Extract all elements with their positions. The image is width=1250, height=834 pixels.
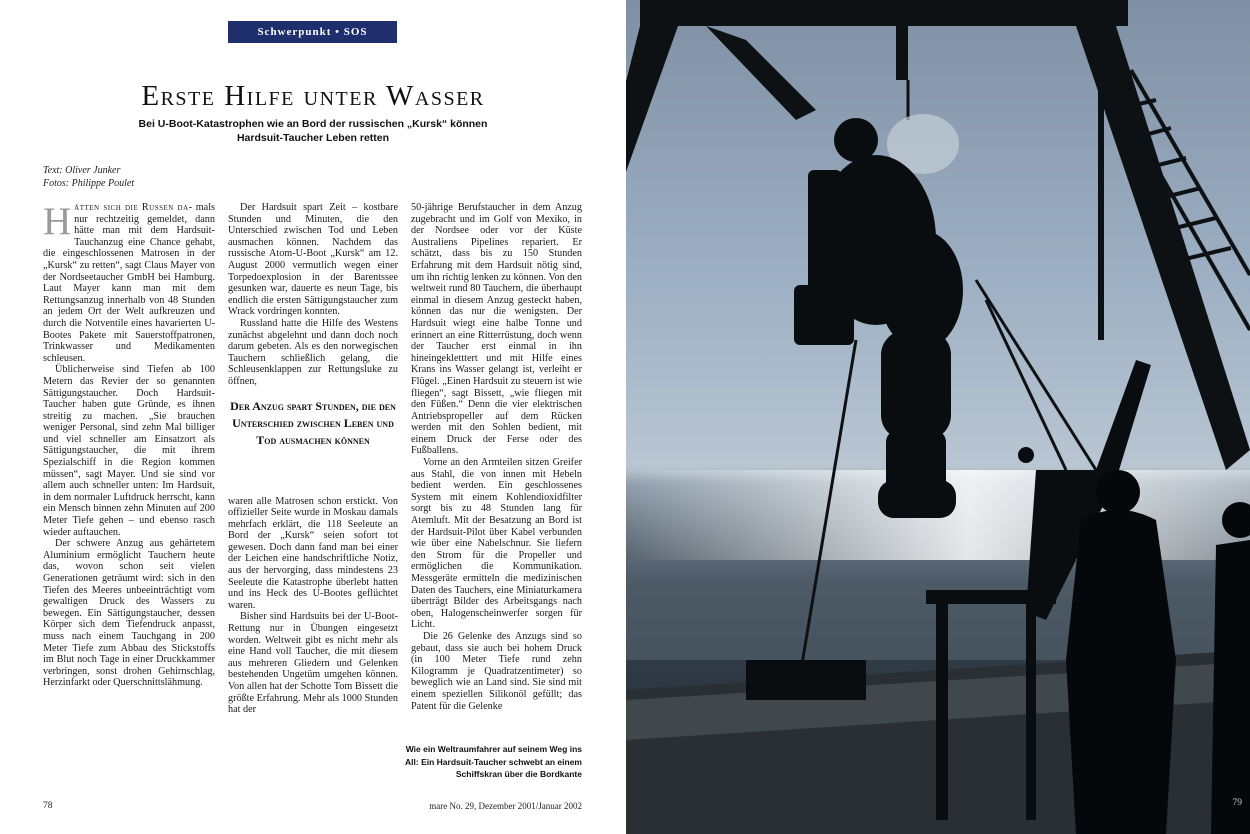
paragraph: Der schwere Anzug aus gehärtetem Aluminium ermöglicht Tauchern heute das, wovon schon seit vielen Generationen geträumt wird: sich in den Tiefen des Meeres unbeeinträchtigt vom gewaltigen Druck des Wassers zu bewegen. Ein Sättigungstaucher, dessen Körper sich dem Tiefendruck anpasst, muss nach einem Tauchgang in 200 Meter Tiefe zum Abbau des Stickstoffs im Blut noch Tage in einer Druckkammer verbringen, sonst drohen Gehirnschlag, Herzinfarkt oder Querschnittslähmung.: [43, 538, 215, 689]
text-column-1: [43, 202, 215, 689]
paragraph: 50-jährige Berufstaucher in dem Anzug zugebracht und im Golf von Mexiko, in der Nordsee oder vor der Küste Australiens Pipelines repariert. Er schätzt, dass bis zu 150 Stunden Erfahrung mit dem Hardsuit nötig sind, um ihn richtig lenken zu können. Von den weltweit rund 80 Tauchern, die überhaupt einmal in diesem Anzug gesteckt haben, können das nur die wenigsten. Der Hardsuit wiegt eine halbe Tonne und erinnert an eine Ritterrüstung, doch wenn der Taucher erst einmal in ihn hineingekletttert und mit Hilfe eines Krans ins Wasser gelangt ist, verleiht er Flügel. „Einen Hardsuit zu steuern ist wie fliegen“, sagt Bissett, „wie fliegen mit den Füßen.“ Denn die vier elektrischen Antriebspropeller auf dem Rücken werden mit den Sohlen bedient, mit einem Druck der Ferse oder des Fußballens.: [411, 202, 582, 457]
folio: mare No. 29, Dezember 2001/Januar 2002: [429, 801, 582, 811]
hardsuit-diver: [794, 114, 963, 518]
paragraph: Der Hardsuit spart Zeit – kostbare Stunden und Minuten, die den Unterschied zwischen Tod und Leben ausmachen können. Nachdem das russische Atom-U-Boot „Kursk“ am 12. August 2000 vermutlich wegen einer Torpedoexplosion in der Barentssee gesunken war, dauerte es neun Tage, bis endlich die ersten Sättigungstaucher zum Wrack vordringen konnten.: [228, 202, 398, 318]
pull-quote: Der Anzug spart Stunden, die den Unterschied zwischen Leben und Tod ausmachen können: [230, 399, 396, 447]
paragraph: [43, 202, 215, 364]
credits: [43, 164, 134, 190]
drop-cap: H: [43, 200, 72, 243]
article-title: Erste Hilfe unter Wasser: [141, 80, 485, 112]
article-subtitle: Bei U-Boot-Katastrophen wie an Bord der russischen „Kursk“ können Hardsuit-Taucher Leben retten: [138, 118, 488, 144]
paragraph: Bisher sind Hardsuits bei der U-Boot-Rettung nur in Übungen eingesetzt worden. Weltweit gibt es nicht mehr als eine Hand voll Taucher, die mit diesem aus mehreren Gliedern und Gelenken bestehenden Ungetüm umgehen können. Von allen hat der Schotte Tom Bissett die größte Erfahrung. Mehr als 1000 Stunden hat der: [228, 611, 398, 716]
text-column-2: [228, 202, 398, 716]
text-column-3: [411, 202, 582, 712]
paragraph: Üblicherweise sind Tiefen ab 100 Metern das Revier der so genannten Sättigungstaucher. Doch Hardsuit-Taucher haben gute Gründe, es ihnen streitig zu machen. „Sie brauchen weniger Personal, sind zehn Mal billiger und viel schneller am Einsatzort als Sättigungstaucher, die mit ihrem Spezialschiff in die Region kommen müssen“, sagt Mayer. Und sie sind vor allem auch schneller unten: Im Hardsuit, in dem normaler Luftdruck herrscht, kann ein Mensch binnen zehn Minuten auf 200 Meter Tiefe gehen – und ebenso rasch wieder auftauchen.: [43, 364, 215, 538]
photo-caption: Wie ein Weltraumfahrer auf seinem Weg ins All: Ein Hardsuit-Taucher schwebt an einem Schiffskran über die Bordkante: [405, 744, 582, 779]
author-credit: Text: Oliver Junker: [43, 165, 121, 176]
right-page: [626, 0, 1250, 834]
page-number-left: 78: [43, 801, 53, 811]
paragraph: Die 26 Gelenke des Anzugs sind so gebaut, dass sie auch bei hohem Druck (in 100 Meter Tiefe rund zehn Kilogramm je Quadratzentimeter) so beweglich wie an Land sind. Sie sind mit einem speziellen Silikonöl gefüllt; das Patent für die Gelenke: [411, 630, 582, 712]
paragraph: Vorne an den Armteilen sitzen Greifer aus Stahl, die von innen mit Hebeln bedient werden. Ein geschlossenes System mit einem Kohlendioxidfilter sorgt bis zu 48 Stunden lang für Atemluft. Mit der Besatzung an Bord ist der Hardsuit-Pilot über Kabel verbunden wie über eine Nabelschnur. Sie liefern den Strom für die Propeller und ermöglichen die Kommunikation. Messgeräte ermitteln die medizinischen Daten des Tauchers, eine Miniaturkamera überträgt Bilder des Arbeitsgangs nach oben, Halogenscheinwerfer sorgen für Licht.: [411, 457, 582, 631]
section-banner: Schwerpunkt • SOS: [228, 21, 397, 43]
paragraph-text: mals nur rechtzeitig gemeldet, dann hätte man mit dem Hardsuit-Tauchanzug eine Chance gehabt, die eingeschlossenen Matrosen in der „Kursk“ zu retten“, sagt Claus Mayer von der Nordseetaucher GmbH bei Hamburg. Laut Mayer kann man mit dem Rettungsanzug innerhalb von 48 Stunden an jedem Ort der Welt aufkreuzen und durch die Notventile eines havarierten U-Bootes Pakete mit Sauerstoffpatronen, Trinkwasser und Medikamenten schleusen.: [43, 202, 215, 364]
paragraph: Russland hatte die Hilfe des Westens zunächst abgelehnt und dann doch noch darum gebeten. Als es den norwegischen Tauchern schließlich gelang, die Schleusenklappen zur Rettungsluke zu öffnen,: [228, 317, 398, 387]
page-number-right: 79: [1232, 798, 1242, 808]
paragraph: waren alle Matrosen schon erstickt. Von offizieller Seite wurde in Moskau damals mehrfach erklärt, die 118 Seeleute an Bord der „Kursk“ seien sofort tot gewesen. Doch dann fand man bei einer der Leichen eine handschriftliche Notiz, aus der hervorging, dass mindestens 23 Seeleute die Katastrophe überlebt hatten und ins Heck des U-Bootes geflüchtet waren.: [228, 495, 398, 611]
photo-credit: Fotos: Philippe Poulet: [43, 178, 135, 189]
diver-photo: [626, 0, 1250, 834]
lead-in: ätten sich die Russen da-: [74, 202, 193, 213]
